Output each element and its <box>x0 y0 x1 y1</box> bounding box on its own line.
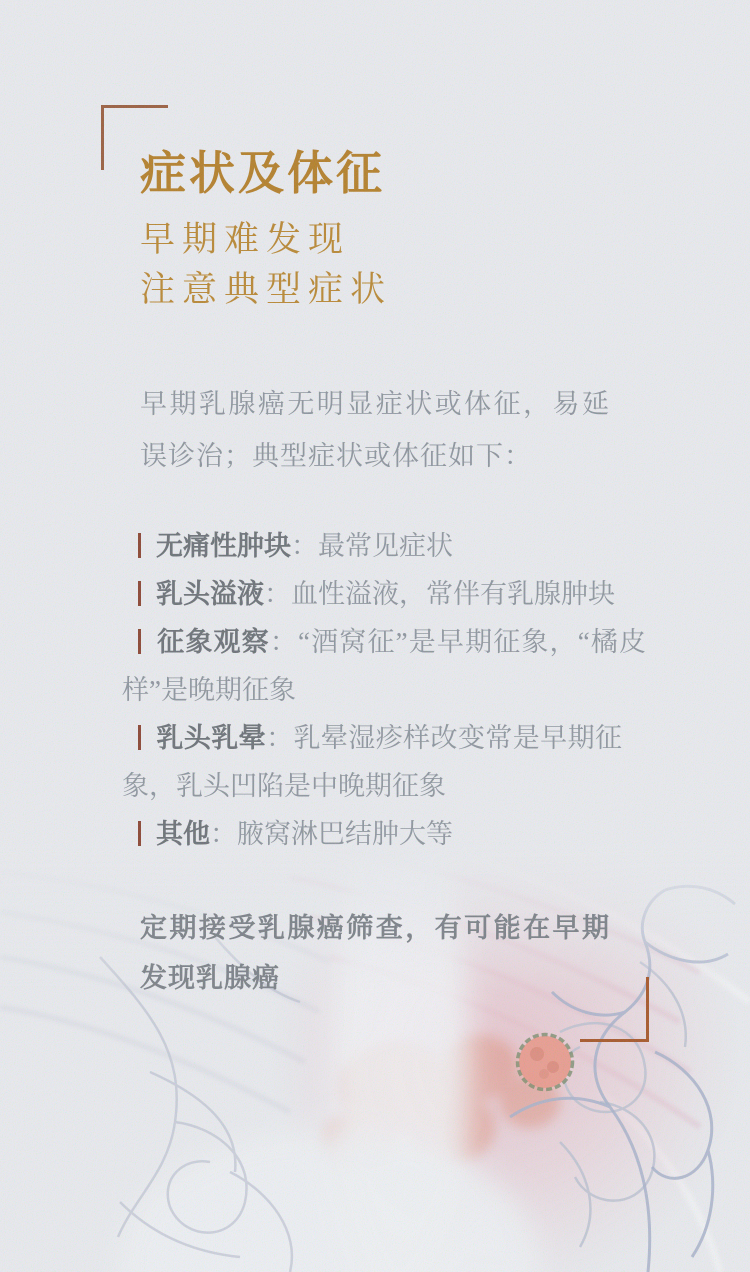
intro-paragraph: 早期乳腺癌无明显症状或体征，易延误诊治；典型症状或体征如下： <box>140 389 610 471</box>
subtitle-line-1: 早期难发现 <box>140 220 351 259</box>
page-subtitle <box>140 215 392 315</box>
screening-note: 定期接受乳腺癌筛查，有可能在早期发现乳腺癌 <box>140 913 610 993</box>
symptom-term: 乳头溢液 <box>156 579 264 609</box>
symptom-desc: ：最常见症状 <box>291 531 453 561</box>
symptom-item <box>122 522 634 570</box>
subtitle-line-2: 注意典型症状 <box>140 270 393 309</box>
symptom-desc: ：乳晕湿疹样改变常是早期征象，乳头凹陷是中晚期征象 <box>122 723 623 801</box>
symptom-term: 其他 <box>156 819 210 849</box>
symptom-desc: ：“酒窝征”是早期征象，“橘皮样”是晚期征象 <box>122 627 647 705</box>
symptom-item <box>122 570 634 618</box>
symptom-marker-bar <box>138 821 141 846</box>
symptom-marker-bar <box>138 725 141 750</box>
symptom-term: 乳头乳晕 <box>156 723 267 753</box>
symptom-desc: ：血性溢液，常伴有乳腺肿块 <box>264 579 615 609</box>
corner-bracket-bottom-right <box>580 977 649 1042</box>
symptom-marker-bar <box>138 581 141 606</box>
symptom-item <box>122 810 634 858</box>
symptom-item <box>122 618 646 714</box>
symptom-list <box>122 522 647 858</box>
symptom-marker-bar <box>138 629 141 654</box>
symptom-desc: ：腋窝淋巴结肿大等 <box>210 819 453 849</box>
symptom-item <box>122 714 622 810</box>
symptom-marker-bar <box>138 533 141 558</box>
symptom-term: 无痛性肿块 <box>156 531 291 561</box>
symptom-term: 征象观察 <box>156 627 270 657</box>
page-title: 症状及体征 <box>140 148 385 199</box>
